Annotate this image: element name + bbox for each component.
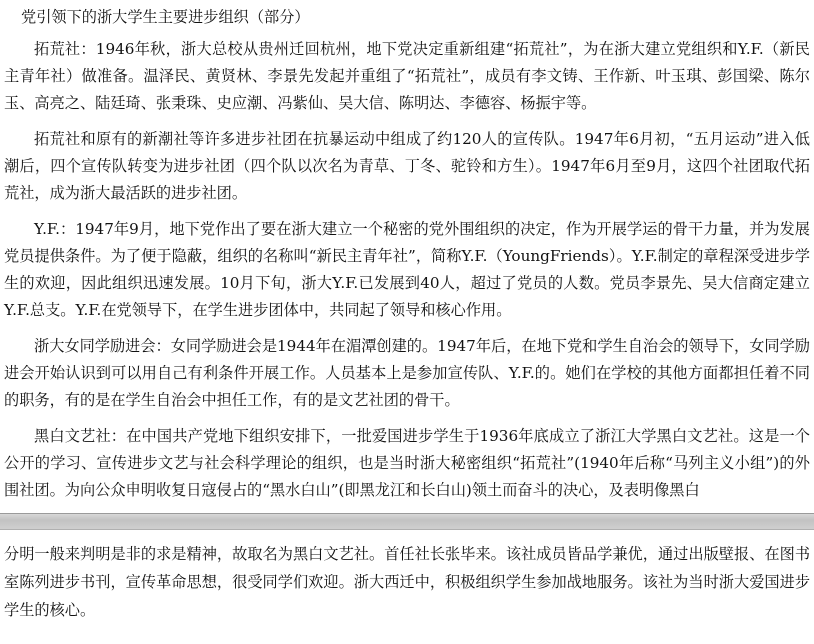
paragraph-tuohuang-society: 拓荒社：1946年秋，浙大总校从贵州迁回杭州，地下党决定重新组建“拓荒社”，为在浙大建立党组织和Y.F.（新民主青年社）做准备。温泽民、黄贤林、李景先发起并重组了“拓荒社”，成员有李文铸、王作新、叶玉琪、彭国梁、陈尔玉、高亮之、陆廷琦、张秉珠、史应潮、冯紫仙、吴大信、陈明达、李德容、杨振宇等。 <box>4 40 810 112</box>
page-lower <box>0 530 814 644</box>
page-break-divider <box>0 513 814 530</box>
paragraph-young-friends: Y.F.：1947年9月，地下党作出了要在浙大建立一个秘密的党外围组织的决定，作为开展学运的骨干力量，并为发展党员提供条件。为了便于隐蔽，组织的名称叫“新民主青年社”，简称Y.F.（YoungFriends）。Y.F.制定的章程深受进步学生的欢迎，因此组织迅速发展。10月下旬，浙大Y.F.已发展到40人，超过了党员的人数。党员李景先、吴大信商定建立Y.F.总支。Y.F.在党领导下，在学生进步团体中，共同起了领导和核心作用。 <box>4 220 810 319</box>
document-title: 党引领下的浙大学生主要进步组织（部分） <box>21 8 310 26</box>
paragraph-propaganda-teams: 拓荒社和原有的新潮社等许多进步社团在抗暴运动中组成了约120人的宣传队。1947年6月初，“五月运动”进入低潮后，四个宣传队转变为进步社团（四个队以次名为青草、丁冬、驼铃和方生）。1947年6月至9月，这四个社团取代拓荒社，成为浙大最活跃的进步社团。 <box>4 130 810 202</box>
paragraph-heibai-continuation: 分明一般来判明是非的求是精神，故取名为黑白文艺社。首任社长张毕来。该社成员皆品学兼优，通过出版壁报、在图书室陈列进步书刊，宣传革命思想，很受同学们欢迎。浙大西迁中，积极组织学生参加战地服务。该社为当时浙大爱国进步学生的核心。 <box>4 545 810 619</box>
paragraph-women-students-association: 浙大女同学励进会：女同学励进会是1944年在湄潭创建的。1947年后，在地下党和学生自治会的领导下，女同学励进会开始认识到可以用自己有利条件开展工作。人员基本上是参加宣传队、Y.F.的。她们在学校的其他方面都担任着不同的职务，有的是在学生自治会中担任工作，有的是文艺社团的骨干。 <box>4 337 810 409</box>
paragraph-heibai-literary-society: 黑白文艺社：在中国共产党地下组织安排下，一批爱国进步学生于1936年底成立了浙江大学黑白文艺社。这是一个公开的学习、宣传进步文艺与社会科学理论的组织，也是当时浙大秘密组织“拓荒社”(1940年后称“马列主义小组”)的外围社团。为向公众申明收复日寇侵占的“黑水白山”(即黑龙江和长白山)领土而奋斗的决心，及表明像黑白 <box>4 427 810 499</box>
